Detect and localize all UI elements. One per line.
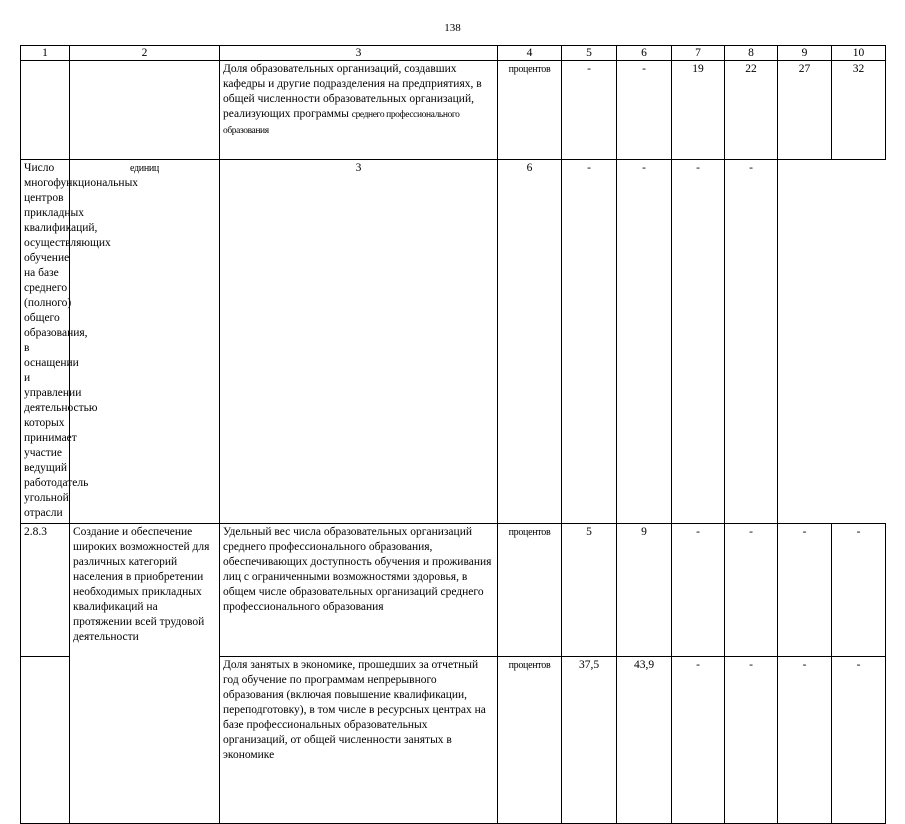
measure-code — [21, 61, 70, 160]
header-row — [21, 46, 886, 61]
value-cell: 3 — [220, 160, 498, 524]
value-cell: - — [562, 160, 617, 524]
column-header: 2 — [70, 46, 220, 61]
unit-cell: единиц — [70, 160, 220, 524]
indicator-cell — [220, 61, 498, 160]
unit-cell: процентов — [498, 657, 562, 824]
column-header: 10 — [832, 46, 886, 61]
value-cell: - — [778, 524, 832, 657]
column-header: 6 — [617, 46, 672, 61]
value-cell: - — [725, 657, 778, 824]
value-cell: - — [725, 524, 778, 657]
value-cell: 22 — [725, 61, 778, 160]
indicator-cell: Доля занятых в экономике, прошедших за отчетный год обучение по программам непрерывного образования (включая повышение квалификации, переподготовку), в том числе в ресурсных центрах на базе профессиональных образовательных организаций, от общей численности занятых в экономике — [220, 657, 498, 824]
value-cell: - — [672, 160, 725, 524]
value-cell: - — [562, 61, 617, 160]
column-header: 9 — [778, 46, 832, 61]
indicator-text: Доля образовательных организаций, создавших кафедры и другие подразделения на предприятиях, в общей численности образовательных организаций, реализующих программы — [223, 63, 482, 120]
value-cell: - — [672, 524, 725, 657]
value-cell: 19 — [672, 61, 725, 160]
column-header: 3 — [220, 46, 498, 61]
column-header: 8 — [725, 46, 778, 61]
column-header: 5 — [562, 46, 617, 61]
value-cell: - — [617, 61, 672, 160]
value-cell: 37,5 — [562, 657, 617, 824]
unit-cell: процентов — [498, 61, 562, 160]
value-cell: 27 — [778, 61, 832, 160]
value-cell: - — [725, 160, 778, 524]
unit-cell: процентов — [498, 524, 562, 657]
indicators-table — [20, 45, 886, 824]
page-number: 138 — [444, 22, 461, 34]
column-header: 7 — [672, 46, 725, 61]
column-header: 1 — [21, 46, 70, 61]
indicator-cell: Число многофункциональных центров прикладных квалификаций, осуществляющих обучение на базе среднего (полного) общего образования, в оснащении и управлении деятельностью которых принимает участие ведущий работодатель угольной отрасли — [21, 160, 70, 524]
measure-action — [70, 61, 220, 160]
indicator-text-condensed: среднего профессионального образования — [223, 110, 460, 136]
value-cell: 43,9 — [617, 657, 672, 824]
value-cell: 9 — [617, 524, 672, 657]
table-row — [21, 61, 886, 160]
column-header: 4 — [498, 46, 562, 61]
value-cell: 32 — [832, 61, 886, 160]
measure-code: 2.8.3 — [21, 524, 70, 657]
table-row — [21, 160, 886, 524]
value-cell: - — [617, 160, 672, 524]
table-row — [21, 524, 886, 657]
value-cell: - — [778, 657, 832, 824]
measure-code — [21, 657, 70, 824]
value-cell: - — [832, 524, 886, 657]
value-cell: - — [672, 657, 725, 824]
indicator-cell: Удельный вес числа образовательных организаций среднего профессионального образования, обеспечивающих доступность обучения и проживания лиц с ограниченными возможностями здоровья, в общем числе образовательных организаций среднего профессионального образования — [220, 524, 498, 657]
value-cell: 5 — [562, 524, 617, 657]
measure-action: Создание и обеспечение широких возможностей для различных категорий населения в приобретении необходимых прикладных квалификаций на протяжении всей трудовой деятельности — [70, 524, 220, 824]
value-cell: - — [832, 657, 886, 824]
value-cell: 6 — [498, 160, 562, 524]
